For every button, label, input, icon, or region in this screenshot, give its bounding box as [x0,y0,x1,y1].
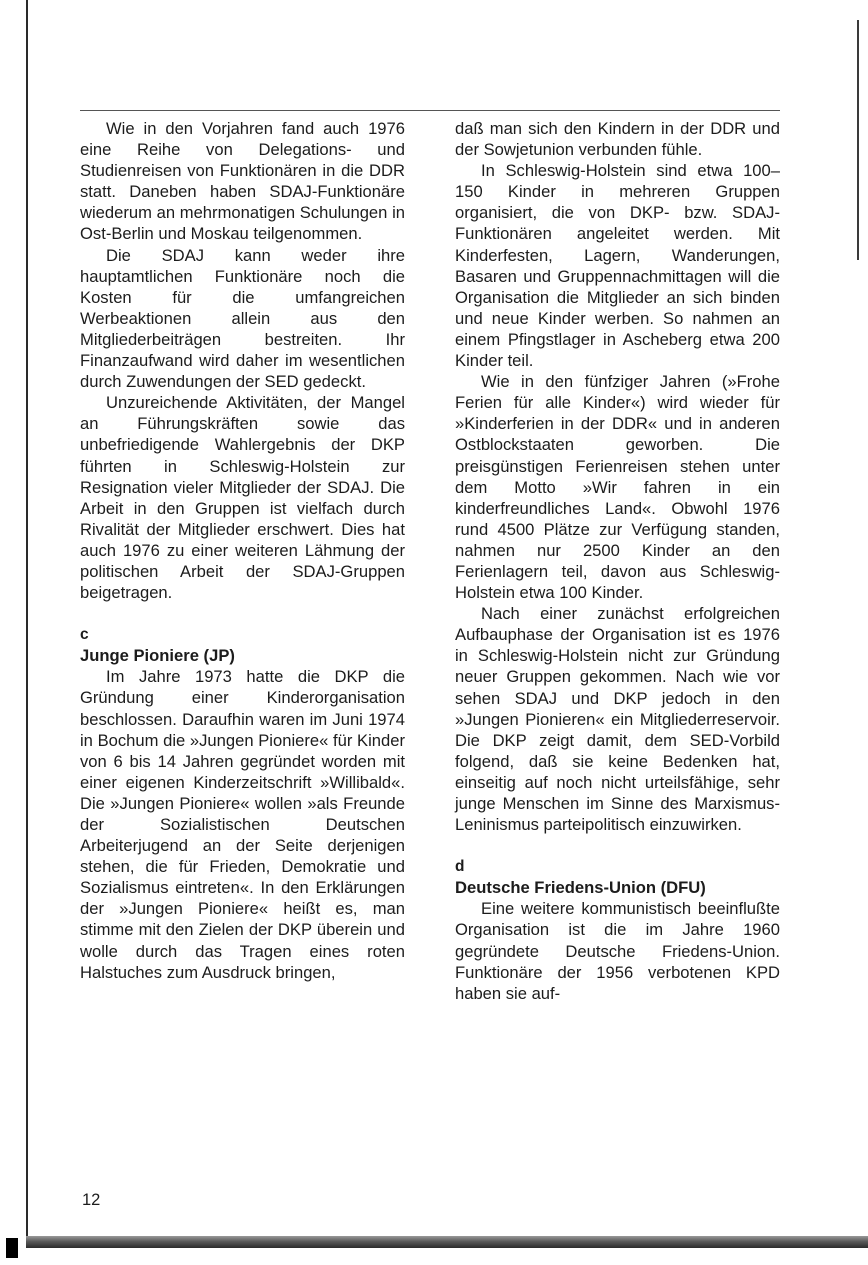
scan-corner-mark [6,1238,18,1258]
spacer [455,835,780,856]
paragraph: In Schleswig-Holstein sind etwa 100–150 Kinder in mehreren Gruppen organisiert, die von DKP- bzw. SDAJ-Funktionären angeleitet werden. Mit Kinderfesten, Lagern, Wanderungen, Basaren und Gruppennachmittagen will die Organisation die Mitglieder an sich binden und neue Kinder werben. So nahmen an einem Pfingstlager in Ascheberg etwa 200 Kinder teil. [455,161,780,371]
left-column [80,118,405,983]
paragraph: Wie in den fünfziger Jahren (»Frohe Ferien für alle Kinder«) wird wieder für »Kinderferien in der DDR« und in anderen Ostblockstaaten geworben. Die preisgünstigen Ferienreisen stehen unter dem Motto »Wir fahren in ein kinderfreundliches Land«. Obwohl 1976 rund 4500 Plätze zur Verfügung standen, nahmen nur 2500 Kinder an den Ferienlagern teil, davon aus Schleswig-Holstein etwa 100 Kinder. [455,372,780,603]
paragraph: Wie in den Vorjahren fand auch 1976 eine Reihe von Delegations- und Studienreisen von Funktionären in die DDR statt. Daneben haben SDAJ-Funktionäre wiederum an mehrmonatigen Schulungen in Ost-Berlin und Moskau teilgenommen. [80,119,405,244]
scan-edge-left [26,0,28,1238]
right-column [455,118,780,1004]
paragraph: Die SDAJ kann weder ihre hauptamtlichen Funktionäre noch die Kosten für die umfangreichen Werbeaktionen allein aus den Mitgliederbeiträgen bestreiten. Ihr Finanzaufwand wird daher im wesentlichen durch Zuwendungen der SED gedeckt. [80,245,405,392]
section-letter: c [80,626,89,644]
paragraph: Eine weitere kommunistisch beeinflußte Organisation ist die im Jahre 1960 gegründete Deutsche Friedens-Union. Funktionäre der 1956 verbotenen KPD haben sie auf- [455,899,780,1003]
page-number: 12 [82,1191,101,1209]
scan-edge-right [857,20,859,260]
spacer [80,603,405,624]
scan-edge-bottom [26,1236,868,1248]
paragraph: Nach einer zunächst erfolgreichen Aufbauphase der Organisation ist es 1976 in Schleswig-Holstein nicht zur Gründung neuer Gruppen gekommen. Nach wie vor sehen SDAJ und DKP jedoch in den »Jungen Pionieren« ein Mitgliederreservoir. Die DKP zeigt damit, dem SED-Vorbild folgend, daß sie keine Bedenken hat, einseitig auf noch nicht urteilsfähige, sehr junge Menschen im Sinne des Marxismus-Leninismus parteipolitisch einzuwirken. [455,604,780,835]
paragraph-continued: daß man sich den Kindern in der DDR und der Sowjetunion verbunden fühle. [455,119,780,160]
section-heading: Deutsche Friedens-Union (DFU) [455,878,706,898]
paragraph: Im Jahre 1973 hatte die DKP die Gründung einer Kinderorganisation beschlossen. Daraufhin waren im Juni 1974 in Bochum die »Jungen Pioniere« für Kinder von 6 bis 14 Jahren gegründet worden mit einer eigenen Kinderzeitschrift »Willibald«. Die »Jungen Pioniere« wollen »als Freunde der Sozialistischen Deutschen Arbeiterjugend an der Seite derjenigen stehen, die für Frieden, Demokratie und Sozialismus eintreten«. In den Erklärungen der »Jungen Pioniere« heißt es, man stimme mit den Zielen der DKP überein und wolle durch das Tragen eines roten Halstuches zum Ausdruck bringen, [80,667,405,982]
section-heading: Junge Pioniere (JP) [80,646,235,666]
section-letter: d [455,858,465,876]
header-rule [80,110,780,111]
paragraph: Unzureichende Aktivitäten, der Mangel an Führungskräften sowie das unbefriedigende Wahlergebnis der DKP führten in Schleswig-Holstein zur Resignation vieler Mitglieder der SDAJ. Die Arbeit in den Gruppen ist vielfach durch Rivalität der Mitglieder erschwert. Dies hat auch 1976 zu einer weiteren Lähmung der politischen Arbeit der SDAJ-Gruppen beigetragen. [80,393,405,603]
